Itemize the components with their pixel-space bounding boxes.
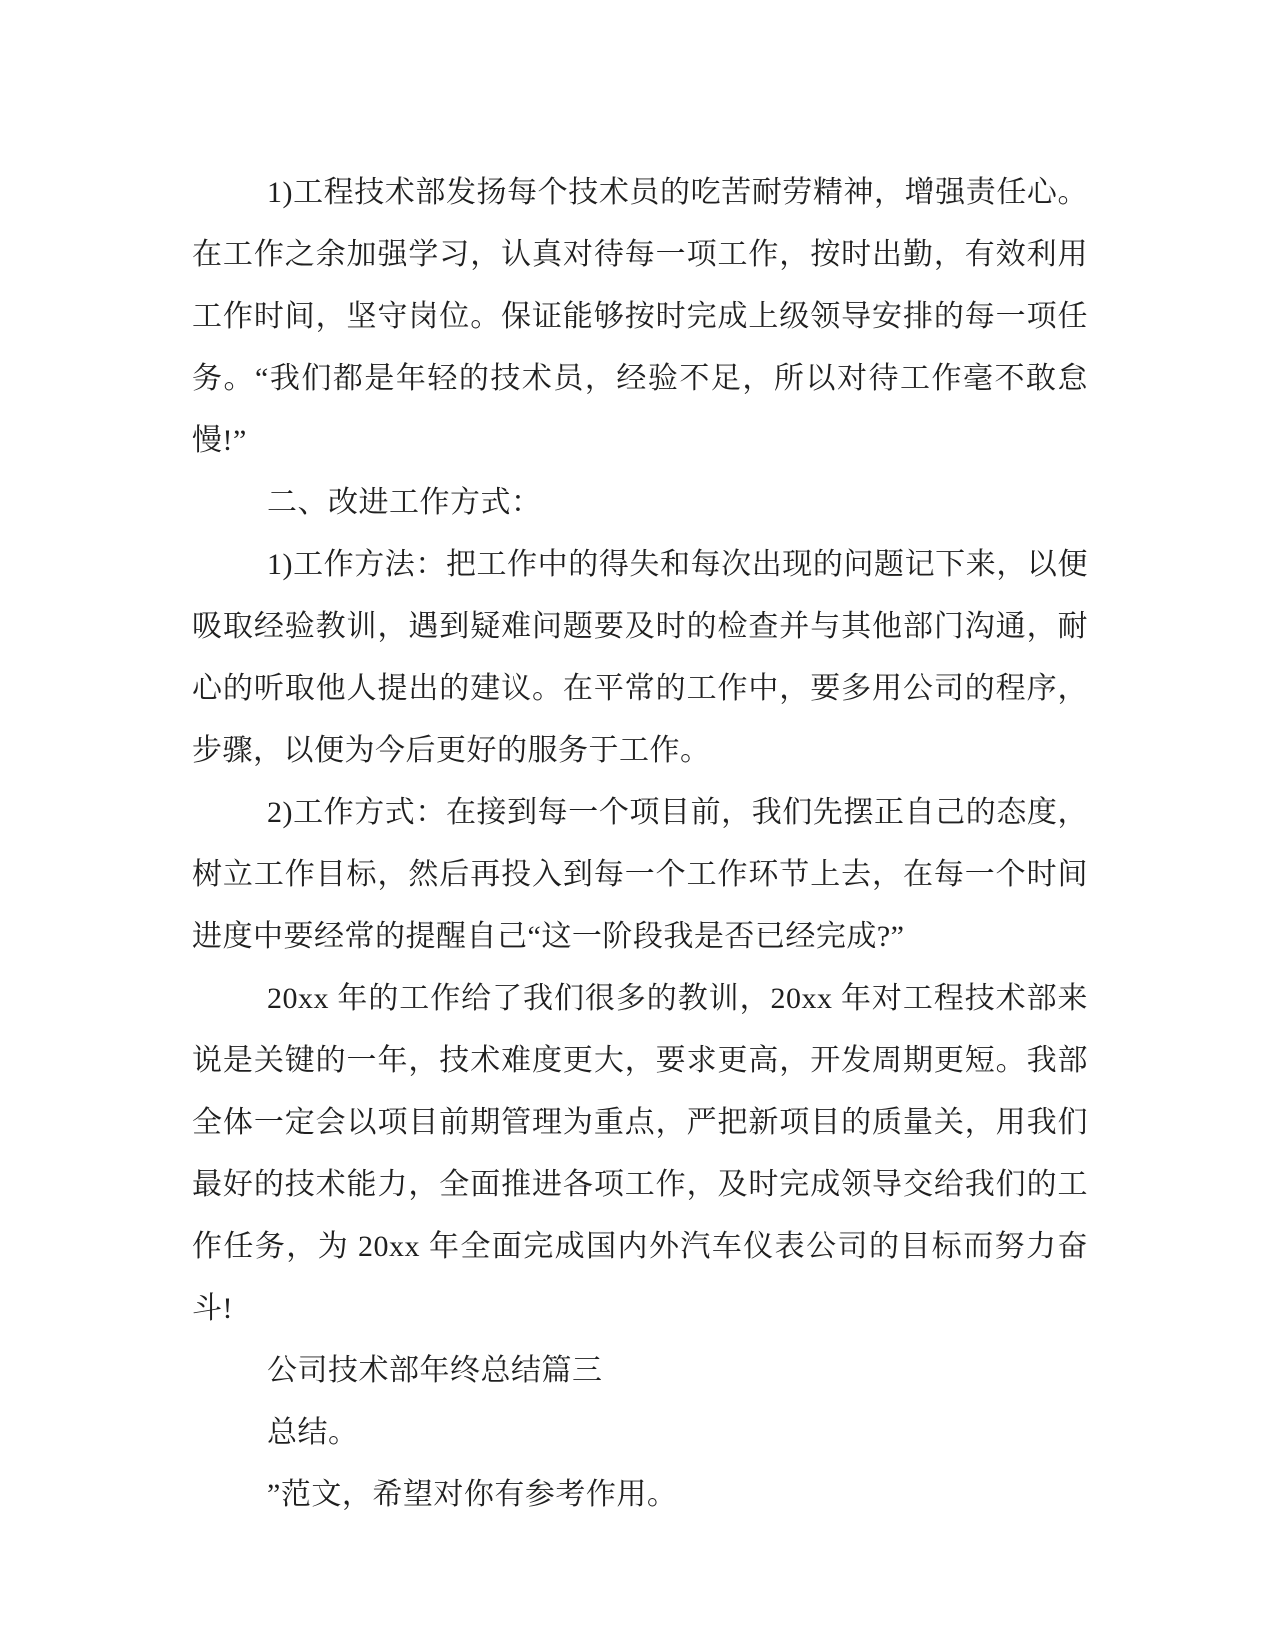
paragraph: 公司技术部年终总结篇三 [267,1354,603,1387]
paragraph: 二、改进工作方式： [267,486,542,519]
paragraph: 总结。 [267,1416,359,1449]
paragraph: 1)工作方法：把工作中的得失和每次出现的问题记下来，以便吸取经验教训，遇到疑难问题要及时的检查并与其他部门沟通，耐心的听取他人提出的建议。在平常的工作中，要多用公司的程序，步骤，以便为今后更好的服务于工作。 [192,548,1088,767]
paragraph: 20xx 年的工作给了我们很多的教训，20xx 年对工程技术部来说是关键的一年，技术难度更大，要求更高，开发周期更短。我部全体一定会以项目前期管理为重点，严把新项目的质量关，用我们最好的技术能力，全面推进各项工作，及时完成领导交给我们的工作任务，为 20xx 年全面完成国内外汽车仪表公司的目标而努力奋斗! [192,982,1088,1325]
paragraph: 1)工程技术部发扬每个技术员的吃苦耐劳精神，增强责任心。在工作之余加强学习，认真对待每一项工作，按时出勤，有效利用工作时间，坚守岗位。保证能够按时完成上级领导安排的每一项任务。“我们都是年轻的技术员，经验不足，所以对待工作毫不敢怠慢!” [192,176,1088,457]
document-body [192,162,1088,1526]
paragraph: ”范文，希望对你有参考作用。 [267,1478,678,1511]
paragraph: 2)工作方式：在接到每一个项目前，我们先摆正自己的态度，树立工作目标，然后再投入到每一个工作环节上去，在每一个时间进度中要经常的提醒自己“这一阶段我是否已经完成?” [192,796,1088,953]
